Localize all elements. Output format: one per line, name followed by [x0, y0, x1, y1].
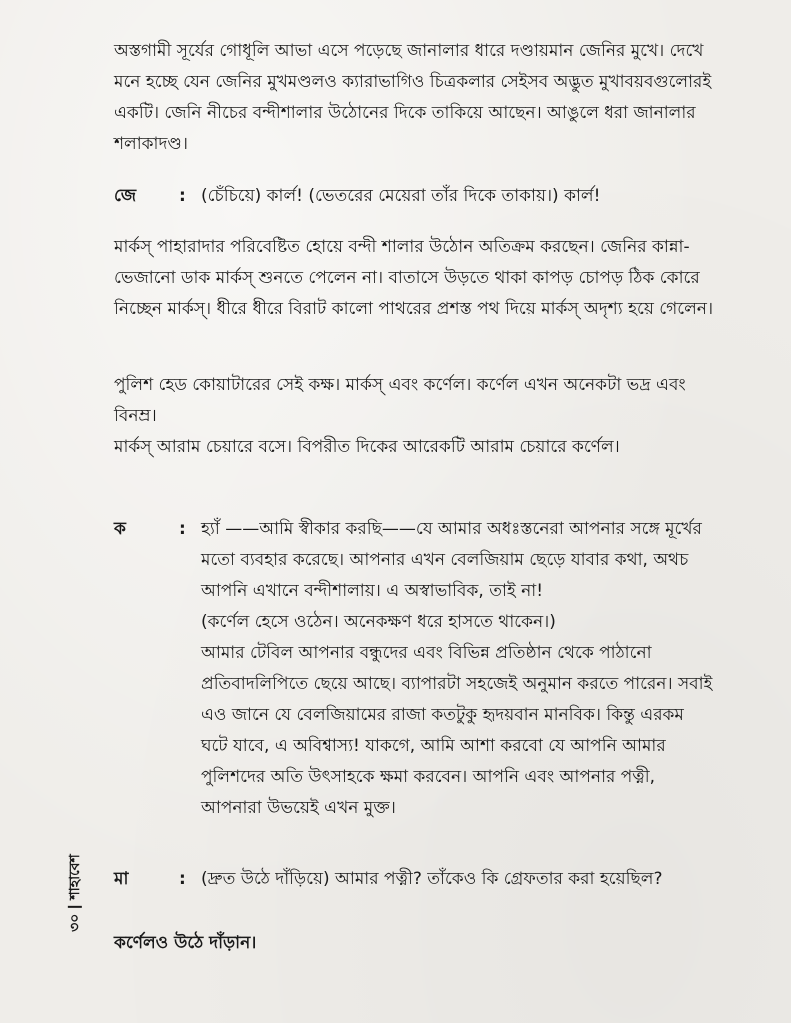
running-title: শাহাবেশ: [67, 854, 83, 900]
dialogue-text: (দ্রুত উঠে দাঁড়িয়ে) আমার পত্নী? তাঁকেও কি গ্রেফতার করা হয়েছিল?: [201, 869, 663, 889]
speaker-label: ক: [114, 519, 126, 539]
speaker-colon: :: [179, 186, 186, 206]
dialogue-text: হ্যাঁ ——আমি স্বীকার করছি——যে আমার অধঃস্তনেরা আপনার সঙ্গে মূর্খের মতো ব্যবহার করেছে। আপনার এখন বেলজিয়াম ছেড়ে যাবার কথা, অথচ আপনি এখানে বন্দীশালায়। এ অস্বাভাবিক, তাই না!: [201, 519, 702, 601]
dialogue-colonel: [114, 514, 714, 824]
stage-direction-police-hq: পুলিশ হেড কোয়াটারের সেই কক্ষ। মার্কস্‌ এবং কর্ণেল। কর্ণেল এখন অনেকটা ভদ্র এবং বিনম্র।: [114, 375, 686, 426]
dialogue-marx: [114, 864, 714, 895]
separator-bar: [68, 906, 82, 908]
stage-direction-opening: অস্তগামী সূর্যের গোধূলি আভা এসে পড়েছে জানালার ধারে দণ্ডায়মান জেনির মুখে। দেখে মনে হচ্ছে যেন জেনির মুখমণ্ডলও ক্যারাভাগিও চিত্রকলার সেইসব অদ্ভুত মুখাবয়বগুলোরই একটি। জেনি নীচের বন্দীশালার উঠোনের দিকে তাকিয়ে আছেন। আঙুলে ধরা জানালার শলাকাদণ্ড।: [114, 41, 712, 154]
dialogue-text: (চেঁচিয়ে) কার্ল! (ভেতরের মেয়েরা তাঁর দিকে তাকায়।) কার্ল!: [201, 186, 601, 206]
stage-direction-marx-leaves: মার্কস্‌ পাহারাদার পরিবেষ্টিত হোয়ে বন্দী শালার উঠোন অতিক্রম করছেন। জেনির কান্না-ভেজানো ডাক মার্কস্‌ শুনতে পেলেন না। বাতাসে উড়তে থাকা কাপড় চোপড় ঠিক কোরে নিচ্ছেন মার্কস্‌। ধীরে ধীরে বিরাট কালো পাথরের প্রশস্ত পথ দিয়ে মার্কস্‌ অদৃশ্য হয়ে গেলেন।: [114, 237, 714, 319]
speaker-colon: :: [179, 519, 186, 539]
dialogue-body: [201, 514, 714, 824]
dialogue-stage-note: (কর্ণেল হেসে ওঠেন। অনেকক্ষণ ধরে হাসতে থাকেন।): [201, 612, 556, 632]
running-header-vertical: [60, 838, 90, 948]
stage-direction-closing: কর্ণেলও উঠে দাঁড়ান।: [114, 933, 257, 953]
speaker-label: জে: [114, 186, 137, 206]
dialogue-jenny: [114, 181, 714, 212]
speaker-colon: :: [179, 869, 186, 889]
dialogue-text: আমার টেবিল আপনার বন্ধুদের এবং বিভিন্ন প্রতিষ্ঠান থেকে পাঠানো প্রতিবাদলিপিতে ছেয়ে আছে। ব্যাপারটা সহজেই অনুমান করতে পারেন। সবাই এও জানে যে বেলজিয়ামের রাজা কতটুকু হৃদয়বান মানবিক। কিন্তু এরকম ঘটে যাবে, এ অবিশ্বাস্য! যাকগে, আমি আশা করবো যে আপনি আমার পুলিশদের অতি উৎসাহকে ক্ষমা করবেন। আপনি এবং আপনার পত্নী, আপনারা উভয়েই এখন মুক্ত।: [201, 643, 713, 818]
speaker-label: মা: [114, 869, 129, 889]
page-number: ৩০: [67, 913, 83, 932]
stage-direction-chairs: মার্কস্‌ আরাম চেয়ারে বসে। বিপরীত দিকের আরেকটি আরাম চেয়ারে কর্ণেল।: [114, 437, 620, 457]
